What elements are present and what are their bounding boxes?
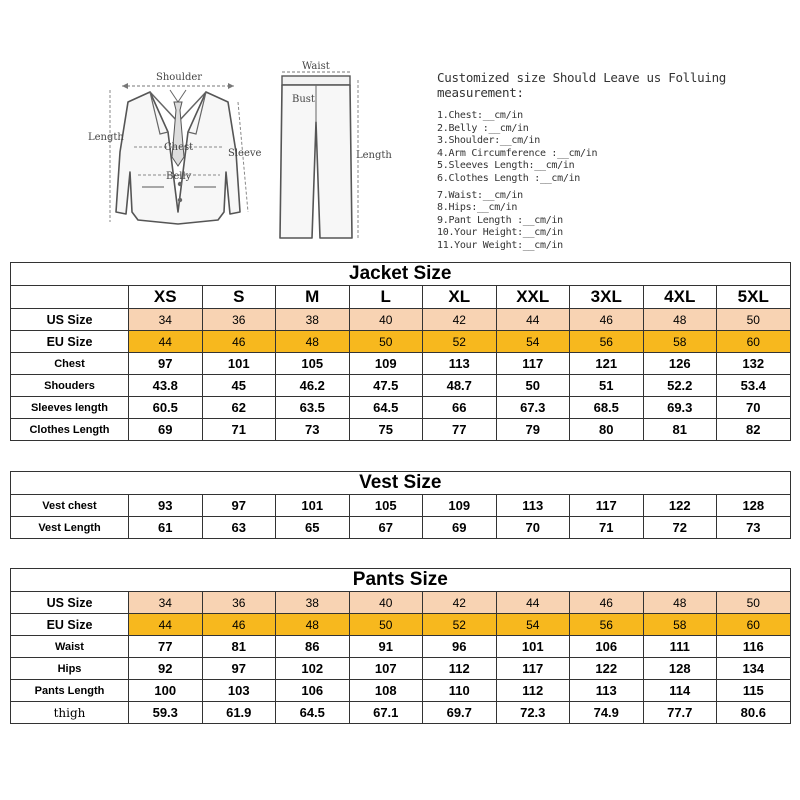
- value-cell: 67.3: [496, 397, 570, 419]
- table-row: [11, 592, 791, 614]
- value-cell: 48.7: [423, 375, 497, 397]
- measurement-instructions: [437, 70, 787, 253]
- value-cell: 46: [202, 331, 276, 353]
- row-label: Vest chest: [11, 495, 129, 517]
- row-label: US Size: [11, 592, 129, 614]
- value-cell: 114: [643, 680, 717, 702]
- pants-title: Pants Size: [11, 569, 791, 592]
- value-cell: 122: [570, 658, 644, 680]
- value-cell: 71: [202, 419, 276, 441]
- jacket-size-table: [10, 262, 791, 441]
- size-header-cell: XL: [423, 286, 497, 309]
- value-cell: 46: [570, 309, 644, 331]
- value-cell: 112: [423, 658, 497, 680]
- value-cell: 50: [349, 331, 423, 353]
- value-cell: 44: [129, 614, 203, 636]
- table-row: [11, 636, 791, 658]
- value-cell: 66: [423, 397, 497, 419]
- size-header-cell: 4XL: [643, 286, 717, 309]
- value-cell: 100: [129, 680, 203, 702]
- value-cell: 69.3: [643, 397, 717, 419]
- value-cell: 117: [496, 658, 570, 680]
- value-cell: 51: [570, 375, 644, 397]
- table-row: [11, 495, 791, 517]
- value-cell: 117: [570, 495, 644, 517]
- value-cell: 50: [349, 614, 423, 636]
- value-cell: 72.3: [496, 702, 570, 724]
- value-cell: 64.5: [349, 397, 423, 419]
- measurement-item: 5.Sleeves Length:__cm/in: [437, 160, 575, 172]
- value-cell: 52.2: [643, 375, 717, 397]
- blank-corner: [11, 286, 129, 309]
- row-label: Waist: [11, 636, 129, 658]
- value-cell: 121: [570, 353, 644, 375]
- value-cell: 50: [717, 309, 791, 331]
- value-cell: 46: [202, 614, 276, 636]
- value-cell: 62: [202, 397, 276, 419]
- value-cell: 50: [496, 375, 570, 397]
- row-label: Chest: [11, 353, 129, 375]
- value-cell: 105: [276, 353, 350, 375]
- value-cell: 128: [717, 495, 791, 517]
- value-cell: 79: [496, 419, 570, 441]
- value-cell: 67: [349, 517, 423, 539]
- shoulder-label: Shoulder: [156, 72, 203, 83]
- value-cell: 54: [496, 331, 570, 353]
- measurement-item: 4.Arm Circumference :__cm/in: [437, 147, 598, 159]
- value-cell: 44: [496, 309, 570, 331]
- value-cell: 61: [129, 517, 203, 539]
- value-cell: 36: [202, 309, 276, 331]
- value-cell: 44: [129, 331, 203, 353]
- value-cell: 53.4: [717, 375, 791, 397]
- value-cell: 63.5: [276, 397, 350, 419]
- value-cell: 52: [423, 331, 497, 353]
- row-label: Sleeves length: [11, 397, 129, 419]
- value-cell: 97: [202, 495, 276, 517]
- value-cell: 73: [717, 517, 791, 539]
- value-cell: 92: [129, 658, 203, 680]
- table-row: [11, 309, 791, 331]
- value-cell: 101: [496, 636, 570, 658]
- size-header-cell: 5XL: [717, 286, 791, 309]
- table-row: [11, 397, 791, 419]
- value-cell: 56: [570, 614, 644, 636]
- value-cell: 109: [423, 495, 497, 517]
- value-cell: 101: [276, 495, 350, 517]
- size-header-cell: XXL: [496, 286, 570, 309]
- row-label: thigh: [11, 702, 129, 724]
- value-cell: 81: [643, 419, 717, 441]
- measurement-heading: Customized size Should Leave us Folluing measurement:: [437, 70, 727, 100]
- size-header-cell: M: [276, 286, 350, 309]
- value-cell: 106: [276, 680, 350, 702]
- measurement-item: 9.Pant Length :__cm/in: [437, 214, 563, 226]
- jacket-title: Jacket Size: [11, 263, 791, 286]
- belly-label: Belly: [166, 171, 192, 182]
- value-cell: 132: [717, 353, 791, 375]
- length-label: Length: [88, 132, 124, 143]
- row-label: Shouders: [11, 375, 129, 397]
- value-cell: 58: [643, 331, 717, 353]
- value-cell: 110: [423, 680, 497, 702]
- measurement-list-upper: [437, 110, 787, 186]
- value-cell: 107: [349, 658, 423, 680]
- pants-diagram: [268, 58, 398, 248]
- waist-label: Waist: [302, 61, 330, 72]
- value-cell: 61.9: [202, 702, 276, 724]
- value-cell: 111: [643, 636, 717, 658]
- jacket-diagram: [88, 62, 268, 247]
- measurement-item: 10.Your Height:__cm/in: [437, 227, 563, 239]
- table-row: [11, 517, 791, 539]
- bust-label: Bust: [292, 94, 315, 105]
- table-row: [11, 658, 791, 680]
- vest-title: Vest Size: [11, 472, 791, 495]
- value-cell: 80.6: [717, 702, 791, 724]
- value-cell: 117: [496, 353, 570, 375]
- table-row: [11, 353, 791, 375]
- value-cell: 69.7: [423, 702, 497, 724]
- measurement-item: 3.Shoulder:__cm/in: [437, 135, 540, 147]
- row-label: Vest Length: [11, 517, 129, 539]
- value-cell: 44: [496, 592, 570, 614]
- measurement-item: 6.Clothes Length :__cm/in: [437, 172, 581, 184]
- sleeve-label: Sleeve: [228, 148, 262, 159]
- value-cell: 69: [423, 517, 497, 539]
- pants-size-table: [10, 568, 791, 724]
- value-cell: 46: [570, 592, 644, 614]
- size-header-cell: 3XL: [570, 286, 644, 309]
- size-header-cell: L: [349, 286, 423, 309]
- value-cell: 101: [202, 353, 276, 375]
- value-cell: 42: [423, 592, 497, 614]
- measurement-item: 7.Waist:__cm/in: [437, 189, 523, 201]
- row-label: EU Size: [11, 331, 129, 353]
- value-cell: 74.9: [570, 702, 644, 724]
- row-label: US Size: [11, 309, 129, 331]
- value-cell: 38: [276, 592, 350, 614]
- value-cell: 77: [423, 419, 497, 441]
- value-cell: 60.5: [129, 397, 203, 419]
- value-cell: 134: [717, 658, 791, 680]
- pants-length-label: Length: [356, 150, 392, 161]
- row-label: Pants Length: [11, 680, 129, 702]
- value-cell: 60: [717, 614, 791, 636]
- value-cell: 71: [570, 517, 644, 539]
- value-cell: 40: [349, 592, 423, 614]
- value-cell: 69: [129, 419, 203, 441]
- value-cell: 73: [276, 419, 350, 441]
- value-cell: 48: [643, 592, 717, 614]
- row-label: Hips: [11, 658, 129, 680]
- size-header-cell: S: [202, 286, 276, 309]
- value-cell: 34: [129, 309, 203, 331]
- value-cell: 64.5: [276, 702, 350, 724]
- chest-label: Chest: [164, 142, 194, 153]
- value-cell: 56: [570, 331, 644, 353]
- value-cell: 60: [717, 331, 791, 353]
- measurement-item: 8.Hips:__cm/in: [437, 202, 518, 214]
- value-cell: 52: [423, 614, 497, 636]
- value-cell: 105: [349, 495, 423, 517]
- value-cell: 70: [496, 517, 570, 539]
- table-row: [11, 702, 791, 724]
- vest-size-table: [10, 471, 791, 539]
- value-cell: 81: [202, 636, 276, 658]
- row-label: Clothes Length: [11, 419, 129, 441]
- value-cell: 67.1: [349, 702, 423, 724]
- value-cell: 50: [717, 592, 791, 614]
- measurement-item: 1.Chest:__cm/in: [437, 110, 523, 121]
- value-cell: 128: [643, 658, 717, 680]
- value-cell: 68.5: [570, 397, 644, 419]
- value-cell: 122: [643, 495, 717, 517]
- value-cell: 97: [202, 658, 276, 680]
- value-cell: 106: [570, 636, 644, 658]
- value-cell: 103: [202, 680, 276, 702]
- table-row: [11, 331, 791, 353]
- value-cell: 113: [570, 680, 644, 702]
- value-cell: 112: [496, 680, 570, 702]
- table-row: [11, 419, 791, 441]
- measurement-item: 11.Your Weight:__cm/in: [437, 239, 563, 251]
- value-cell: 93: [129, 495, 203, 517]
- value-cell: 80: [570, 419, 644, 441]
- value-cell: 72: [643, 517, 717, 539]
- value-cell: 34: [129, 592, 203, 614]
- value-cell: 116: [717, 636, 791, 658]
- size-header-cell: XS: [129, 286, 203, 309]
- value-cell: 38: [276, 309, 350, 331]
- table-row: [11, 680, 791, 702]
- row-label: EU Size: [11, 614, 129, 636]
- value-cell: 82: [717, 419, 791, 441]
- value-cell: 48: [276, 614, 350, 636]
- value-cell: 97: [129, 353, 203, 375]
- value-cell: 45: [202, 375, 276, 397]
- value-cell: 126: [643, 353, 717, 375]
- value-cell: 113: [496, 495, 570, 517]
- value-cell: 43.8: [129, 375, 203, 397]
- value-cell: 36: [202, 592, 276, 614]
- value-cell: 42: [423, 309, 497, 331]
- value-cell: 91: [349, 636, 423, 658]
- table-row: [11, 614, 791, 636]
- value-cell: 65: [276, 517, 350, 539]
- value-cell: 96: [423, 636, 497, 658]
- value-cell: 113: [423, 353, 497, 375]
- measurement-item: 2.Belly :__cm/in: [437, 122, 529, 134]
- value-cell: 46.2: [276, 375, 350, 397]
- value-cell: 70: [717, 397, 791, 419]
- value-cell: 40: [349, 309, 423, 331]
- value-cell: 54: [496, 614, 570, 636]
- size-header-row: [11, 286, 791, 309]
- value-cell: 63: [202, 517, 276, 539]
- table-row: [11, 375, 791, 397]
- value-cell: 86: [276, 636, 350, 658]
- value-cell: 58: [643, 614, 717, 636]
- value-cell: 77: [129, 636, 203, 658]
- value-cell: 47.5: [349, 375, 423, 397]
- value-cell: 48: [643, 309, 717, 331]
- value-cell: 77.7: [643, 702, 717, 724]
- value-cell: 59.3: [129, 702, 203, 724]
- value-cell: 108: [349, 680, 423, 702]
- measurement-list-lower: [437, 190, 787, 253]
- value-cell: 75: [349, 419, 423, 441]
- value-cell: 48: [276, 331, 350, 353]
- value-cell: 102: [276, 658, 350, 680]
- value-cell: 109: [349, 353, 423, 375]
- value-cell: 115: [717, 680, 791, 702]
